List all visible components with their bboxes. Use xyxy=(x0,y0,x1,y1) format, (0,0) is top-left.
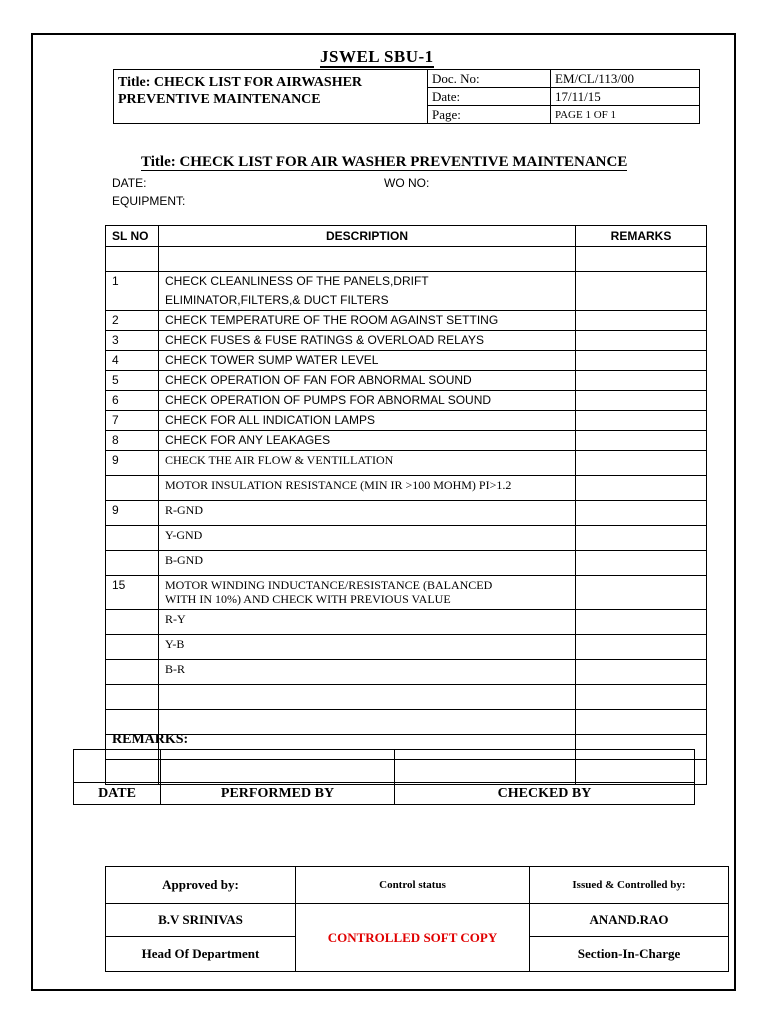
checklist-remarks-cell[interactable] xyxy=(576,431,707,451)
col-remarks: REMARKS xyxy=(576,226,707,247)
checklist-description-cell xyxy=(159,685,576,710)
checklist-row xyxy=(106,272,707,311)
checklist-sl-cell xyxy=(106,710,159,735)
approval-table xyxy=(105,866,729,972)
checklist-title: Title: CHECK LIST FOR AIR WASHER PREVENTIVE MAINTENANCE xyxy=(141,154,628,170)
approver-role: Head Of Department xyxy=(106,937,296,972)
checklist-sl-cell xyxy=(106,610,159,635)
checklist-sl-cell: 5 xyxy=(106,371,159,391)
checklist-sl-cell xyxy=(106,635,159,660)
checklist-remarks-cell[interactable] xyxy=(576,311,707,331)
checklist-remarks-cell[interactable] xyxy=(576,371,707,391)
checklist-row xyxy=(106,451,707,476)
checklist-sl-cell xyxy=(106,247,159,272)
checklist-description-cell xyxy=(159,476,576,501)
checklist-row xyxy=(106,660,707,685)
checklist-description-cell xyxy=(159,610,576,635)
checklist-description-cell xyxy=(159,710,576,735)
description-line: R-GND xyxy=(165,503,203,517)
checklist-description-cell xyxy=(159,576,576,610)
checklist-row xyxy=(106,501,707,526)
performed-by-label: PERFORMED BY xyxy=(161,783,395,805)
description-line: Y-B xyxy=(165,637,185,651)
checklist-row xyxy=(106,526,707,551)
checklist-remarks-cell[interactable] xyxy=(576,685,707,710)
checklist-sl-cell xyxy=(106,685,159,710)
checklist-row xyxy=(106,331,707,351)
checklist-table xyxy=(105,225,707,785)
description-line: WITH IN 10%) AND CHECK WITH PREVIOUS VALUE xyxy=(165,592,451,606)
performed-by-signature-cell[interactable] xyxy=(161,750,395,783)
checklist-row xyxy=(106,685,707,710)
checklist-row xyxy=(106,476,707,501)
control-status-label: Control status xyxy=(296,867,530,904)
checklist-row xyxy=(106,247,707,272)
checklist-sl-cell xyxy=(106,476,159,501)
checklist-description-cell xyxy=(159,431,576,451)
issuer-role: Section-In-Charge xyxy=(530,937,729,972)
description-line: ELIMINATOR,FILTERS,& DUCT FILTERS xyxy=(165,293,389,307)
equipment-field-label: EQUIPMENT: xyxy=(112,194,186,208)
description-line: MOTOR INSULATION RESISTANCE (MIN IR >100 MOHM) PI>1.2 xyxy=(165,478,512,492)
col-sl-no: SL NO xyxy=(106,226,159,247)
checklist-remarks-cell[interactable] xyxy=(576,610,707,635)
doc-no-value: EM/CL/113/00 xyxy=(551,70,700,88)
checklist-row xyxy=(106,371,707,391)
checklist-sl-cell: 8 xyxy=(106,431,159,451)
checklist-sl-cell: 4 xyxy=(106,351,159,371)
description-line: CHECK OPERATION OF PUMPS FOR ABNORMAL SOUND xyxy=(165,393,492,407)
checklist-row xyxy=(106,551,707,576)
description-line: CHECK TEMPERATURE OF THE ROOM AGAINST SETTING xyxy=(165,313,499,327)
checklist-description-cell xyxy=(159,411,576,431)
checklist-remarks-cell[interactable] xyxy=(576,526,707,551)
checklist-remarks-cell[interactable] xyxy=(576,351,707,371)
checklist-row xyxy=(106,431,707,451)
issuer-name: ANAND.RAO xyxy=(530,904,729,937)
checklist-remarks-cell[interactable] xyxy=(576,411,707,431)
checklist-sl-cell: 9 xyxy=(106,501,159,526)
checklist-sl-cell xyxy=(106,660,159,685)
checklist-description-cell xyxy=(159,351,576,371)
document-header-table xyxy=(113,69,700,124)
checklist-sl-cell: 7 xyxy=(106,411,159,431)
checklist-row xyxy=(106,635,707,660)
checklist-remarks-cell[interactable] xyxy=(576,576,707,610)
checklist-remarks-cell[interactable] xyxy=(576,501,707,526)
checklist-remarks-cell[interactable] xyxy=(576,710,707,735)
date-signature-cell[interactable] xyxy=(74,750,161,783)
checklist-row xyxy=(106,710,707,735)
checklist-sl-cell: 9 xyxy=(106,451,159,476)
checklist-description-cell xyxy=(159,391,576,411)
checklist-remarks-cell[interactable] xyxy=(576,635,707,660)
checklist-sl-cell: 2 xyxy=(106,311,159,331)
checklist-remarks-cell[interactable] xyxy=(576,476,707,501)
wo-no-field-label: WO NO: xyxy=(384,176,430,190)
date-value: 17/11/15 xyxy=(551,88,700,106)
page-label: Page: xyxy=(428,106,551,124)
company-name: JSWEL SBU-1 xyxy=(320,47,434,66)
checked-by-label: CHECKED BY xyxy=(395,783,695,805)
checklist-row xyxy=(106,351,707,371)
checklist-description-cell xyxy=(159,247,576,272)
approver-name: B.V SRINIVAS xyxy=(106,904,296,937)
page-value: PAGE 1 OF 1 xyxy=(551,106,700,124)
checklist-description-cell xyxy=(159,526,576,551)
checklist-sl-cell: 1 xyxy=(106,272,159,311)
checklist-remarks-cell[interactable] xyxy=(576,451,707,476)
checklist-description-cell xyxy=(159,272,576,311)
checklist-description-cell xyxy=(159,501,576,526)
approved-by-label: Approved by: xyxy=(106,867,296,904)
checked-by-signature-cell[interactable] xyxy=(395,750,695,783)
checklist-sl-cell: 3 xyxy=(106,331,159,351)
checklist-sl-cell xyxy=(106,551,159,576)
checklist-description-cell xyxy=(159,331,576,351)
description-line: CHECK FOR ANY LEAKAGES xyxy=(165,433,331,447)
remarks-label: REMARKS: xyxy=(112,732,189,747)
doc-no-label: Doc. No: xyxy=(428,70,551,88)
issued-controlled-by-label: Issued & Controlled by: xyxy=(530,867,729,904)
checklist-row xyxy=(106,610,707,635)
date-label: Date: xyxy=(428,88,551,106)
checklist-sl-cell xyxy=(106,526,159,551)
checklist-row xyxy=(106,391,707,411)
col-description: DESCRIPTION xyxy=(159,226,576,247)
checklist-row xyxy=(106,311,707,331)
checklist-row xyxy=(106,576,707,610)
checklist-sl-cell: 6 xyxy=(106,391,159,411)
checklist-remarks-cell[interactable] xyxy=(576,551,707,576)
checklist-remarks-cell[interactable] xyxy=(576,331,707,351)
description-line: B-R xyxy=(165,662,186,676)
description-line: CHECK THE AIR FLOW & VENTILLATION xyxy=(165,453,394,467)
document-title: Title: CHECK LIST FOR AIRWASHER PREVENTIVE MAINTENANCE xyxy=(114,70,428,124)
description-line: CHECK FUSES & FUSE RATINGS & OVERLOAD RELAYS xyxy=(165,333,484,347)
description-line: CHECK FOR ALL INDICATION LAMPS xyxy=(165,413,376,427)
checklist-remarks-cell[interactable] xyxy=(576,247,707,272)
checklist-row xyxy=(106,411,707,431)
checklist-description-cell xyxy=(159,635,576,660)
signoff-date-label: DATE xyxy=(74,783,161,805)
checklist-remarks-cell[interactable] xyxy=(576,660,707,685)
description-line: CHECK TOWER SUMP WATER LEVEL xyxy=(165,353,379,367)
description-line: Y-GND xyxy=(165,528,203,542)
description-line: B-GND xyxy=(165,553,203,567)
checklist-sl-cell: 15 xyxy=(106,576,159,610)
checklist-remarks-cell[interactable] xyxy=(576,272,707,311)
description-line: MOTOR WINDING INDUCTANCE/RESISTANCE (BALANCED xyxy=(165,578,493,592)
checklist-description-cell xyxy=(159,371,576,391)
description-line: CHECK CLEANLINESS OF THE PANELS,DRIFT xyxy=(165,274,429,288)
checklist-remarks-cell[interactable] xyxy=(576,391,707,411)
checklist-body xyxy=(106,247,707,785)
checklist-description-cell xyxy=(159,551,576,576)
control-status-value: CONTROLLED SOFT COPY xyxy=(296,904,530,972)
signoff-table xyxy=(73,749,695,805)
date-field-label: DATE: xyxy=(112,176,147,190)
checklist-description-cell xyxy=(159,451,576,476)
description-line: R-Y xyxy=(165,612,186,626)
description-line: CHECK OPERATION OF FAN FOR ABNORMAL SOUND xyxy=(165,373,472,387)
checklist-description-cell xyxy=(159,660,576,685)
checklist-description-cell xyxy=(159,311,576,331)
